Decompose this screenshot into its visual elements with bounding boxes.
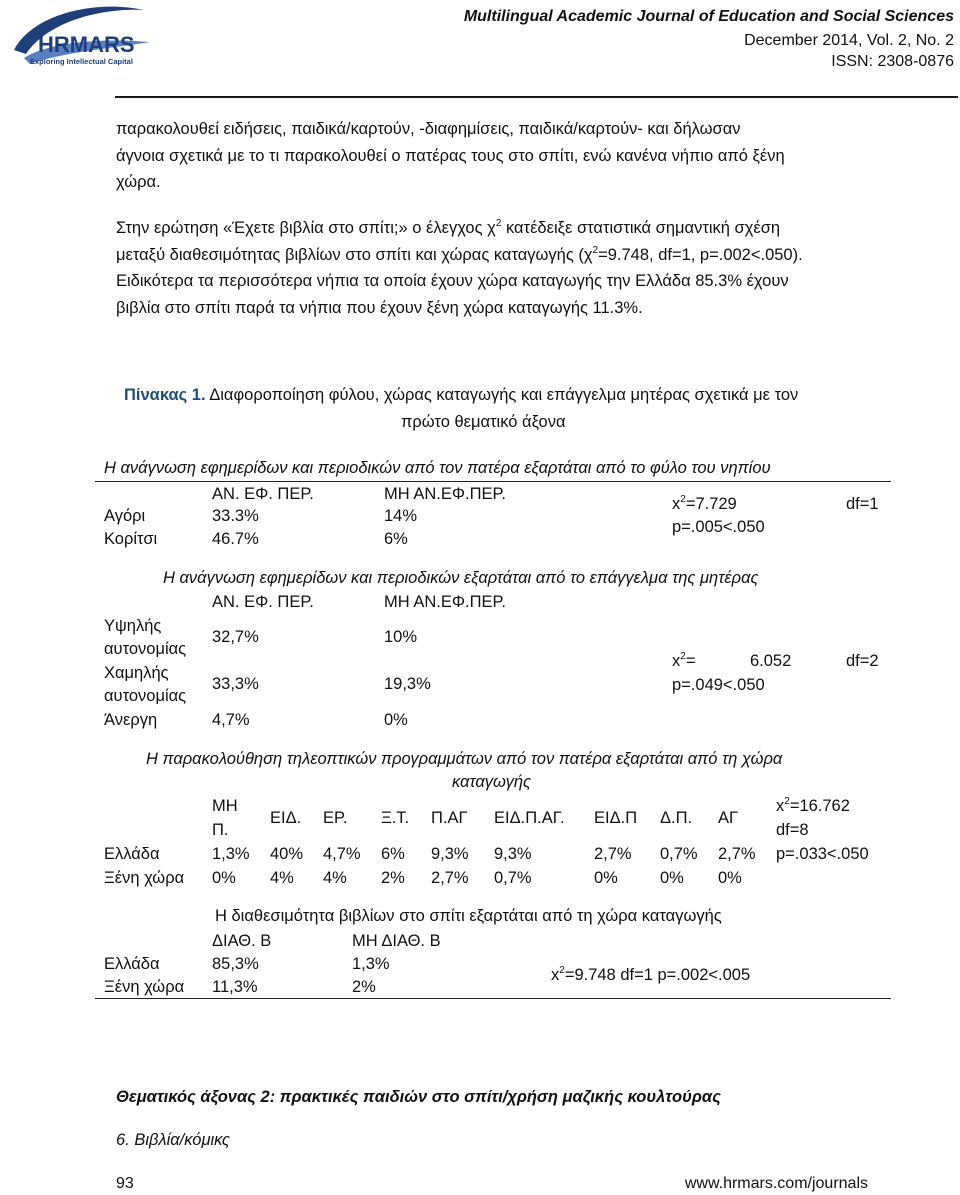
s2-chi-value: 6.052: [750, 652, 792, 670]
s3-cell: 9,3%: [431, 845, 469, 863]
s2-row-label: Άνεργη: [104, 711, 158, 729]
caption-label: Πίνακας 1.: [124, 386, 206, 404]
table-caption: Πίνακας 1. Διαφοροποίηση φύλου, χώρας καταγωγής και επάγγελμα μητέρας σχετικά με τον: [124, 386, 799, 404]
s2-cell: 0%: [384, 711, 408, 729]
journal-title: Multilingual Academic Journal of Education and Social Sciences: [463, 8, 954, 25]
para1-line2: άγνοια σχετικά με το τι παρακολουθεί ο πατέρας τους στο σπίτι, ενώ κανένα νήπιο από ξένη: [116, 147, 785, 165]
s1-chi-square: $x^2=7.729$: [672, 494, 737, 513]
para2-line4: βιβλία στο σπίτι παρά τα νήπια που έχουν ξένη χώρα καταγωγής 11.3%.: [116, 299, 643, 317]
s2-row-label: Υψηλής: [104, 617, 162, 635]
s2-cell: 19,3%: [384, 675, 431, 693]
logo-text: HRMARS: [38, 32, 135, 57]
hrmars-logo: [4, 2, 154, 72]
journal-issue: December 2014, Vol. 2, No. 2: [744, 32, 954, 49]
s3-cell: 0%: [660, 869, 684, 887]
s1-title: Η ανάγνωση εφημερίδων και περιοδικών από τον πατέρα εξαρτάται από το φύλο του νηπίου: [104, 459, 771, 477]
s3-cell: 9,3%: [494, 845, 532, 863]
s3-cell: 2,7%: [594, 845, 632, 863]
s2-col2-header: ΜΗ ΑΝ.ΕΦ.ΠΕΡ.: [384, 593, 506, 611]
s3-cell: 6%: [381, 845, 405, 863]
s1-row-label: Κορίτσι: [104, 530, 158, 548]
subsection-heading: 6. Βιβλία/κόμικς: [116, 1131, 230, 1149]
s4-chi-square: $x^2=9.748$ df=1 p=.002<.005: [551, 965, 751, 984]
s1-row-label: Αγόρι: [104, 507, 146, 525]
table-caption-line2: πρώτο θεματικό άξονα: [401, 413, 566, 431]
s3-cell: 40%: [270, 845, 304, 863]
s2-col1-header: ΑΝ. ΕΦ. ΠΕΡ.: [212, 593, 314, 611]
s2-cell: 10%: [384, 628, 418, 646]
s1-cell: 14%: [384, 507, 418, 525]
s3-col-header: ΕΙΔ.Π.ΑΓ.: [494, 809, 565, 827]
s4-col2-header: ΜΗ ΔΙΑΘ. Β: [352, 932, 441, 950]
para2-line2: μεταξύ διαθεσιμότητας βιβλίων στο σπίτι και χώρας καταγωγής ($\chi^2=9.748$, df=1, p=.002<.050).: [116, 245, 803, 264]
s1-col1-header: ΑΝ. ΕΦ. ΠΕΡ.: [212, 485, 314, 503]
s2-chi-square: $x^2=$: [672, 651, 696, 670]
footer-url[interactable]: www.hrmars.com/journals: [684, 1175, 868, 1192]
page-number: 93: [116, 1175, 134, 1192]
s3-cell: 0%: [718, 869, 742, 887]
s3-chi-square: $x^2=16.762$: [776, 796, 850, 815]
s4-row-label: Ξένη χώρα: [104, 978, 185, 996]
s3-cell: 0%: [594, 869, 618, 887]
s3-cell: 4%: [323, 869, 347, 887]
s2-cell: 32,7%: [212, 628, 259, 646]
s3-col-header: ΕΡ.: [323, 809, 348, 827]
s2-title: Η ανάγνωση εφημερίδων και περιοδικών εξαρτάται από το επάγγελμα της μητέρας: [163, 569, 759, 587]
s3-cell: 0,7%: [660, 845, 698, 863]
s3-cell: 0,7%: [494, 869, 532, 887]
para1-line1: παρακολουθεί ειδήσεις, παιδικά/καρτούν, -διαφημίσεις, παιδικά/καρτούν- και δήλωσαν: [116, 120, 741, 138]
s3-col-header: ΕΙΔ.: [270, 809, 302, 827]
s3-col-header: ΜΗ: [212, 797, 238, 815]
s4-title: Η διαθεσιμότητα βιβλίων στο σπίτι εξαρτάται από τη χώρα καταγωγής: [215, 907, 722, 925]
s4-cell: 85,3%: [212, 955, 259, 973]
s3-cell: 2,7%: [718, 845, 756, 863]
s3-col-header: ΕΙΔ.Π: [594, 809, 638, 827]
s4-cell: 1,3%: [352, 955, 390, 973]
s2-df: df=2: [846, 652, 879, 670]
s3-cell: 0%: [212, 869, 236, 887]
header-rule: [115, 96, 958, 98]
para2-line3: Ειδικότερα τα περισσότερα νήπια τα οποία έχουν χώρα καταγωγής την Ελλάδα 85.3% έχουν: [116, 272, 789, 290]
s3-cell: 2%: [381, 869, 405, 887]
s2-p: p=.049<.050: [672, 676, 765, 694]
s3-cell: 2,7%: [431, 869, 469, 887]
s4-cell: 11,3%: [212, 978, 258, 996]
s3-col-header: Ξ.Τ.: [381, 809, 410, 827]
s3-title-line1: Η παρακολούθηση τηλεοπτικών προγραμμάτων από τον πατέρα εξαρτάται από τη χώρα: [146, 750, 783, 768]
s3-col-header: Π.ΑΓ: [431, 809, 468, 827]
s2-cell: 4,7%: [212, 711, 250, 729]
s3-row-label: Ξένη χώρα: [104, 869, 185, 887]
s2-row-label: αυτονομίας: [104, 687, 187, 705]
s1-cell: 6%: [384, 530, 408, 548]
s4-col1-header: ΔΙΑΘ. Β: [212, 932, 272, 950]
s3-cell: 4%: [270, 869, 294, 887]
s1-df: df=1: [846, 495, 879, 513]
s3-col-header-line2: Π.: [212, 821, 229, 839]
s3-cell: 4,7%: [323, 845, 361, 863]
s4-cell: 2%: [352, 978, 376, 996]
s1-p: p=.005<.050: [672, 518, 765, 536]
s1-cell: 46.7%: [212, 530, 259, 548]
s3-col-header: Δ.Π.: [660, 809, 693, 827]
s3-cell: 1,3%: [212, 845, 250, 863]
logo-tagline: Exploring Intellectual Capital: [30, 57, 133, 66]
s3-row-label: Ελλάδα: [104, 845, 160, 863]
s1-cell: 33.3%: [212, 507, 259, 525]
s3-col-header: ΑΓ: [718, 809, 739, 827]
s4-row-label: Ελλάδα: [104, 955, 160, 973]
s3-title-line2: καταγωγής: [452, 773, 532, 791]
table-top-rule: [95, 481, 891, 482]
s3-p: p=.033<.050: [776, 845, 869, 863]
s3-df: df=8: [776, 821, 809, 839]
s2-cell: 33,3%: [212, 675, 259, 693]
s2-row-label: Χαμηλής: [104, 664, 169, 682]
s2-row-label: αυτονομίας: [104, 640, 187, 658]
table-bottom-rule: [95, 998, 891, 999]
journal-issn: ISSN: 2308-0876: [831, 53, 954, 70]
para2-line1: Στην ερώτηση «Έχετε βιβλία στο σπίτι;» ο έλεγχος $\chi^2$ κατέδειξε στατιστικά σημαντική σχέση: [116, 218, 781, 237]
para1-line3: χώρα.: [116, 173, 161, 191]
s1-col2-header: ΜΗ ΑΝ.ΕΦ.ΠΕΡ.: [384, 485, 506, 503]
section-heading: Θεματικός άξονας 2: πρακτικές παιδιών στο σπίτι/χρήση μαζικής κουλτούρας: [116, 1088, 721, 1106]
